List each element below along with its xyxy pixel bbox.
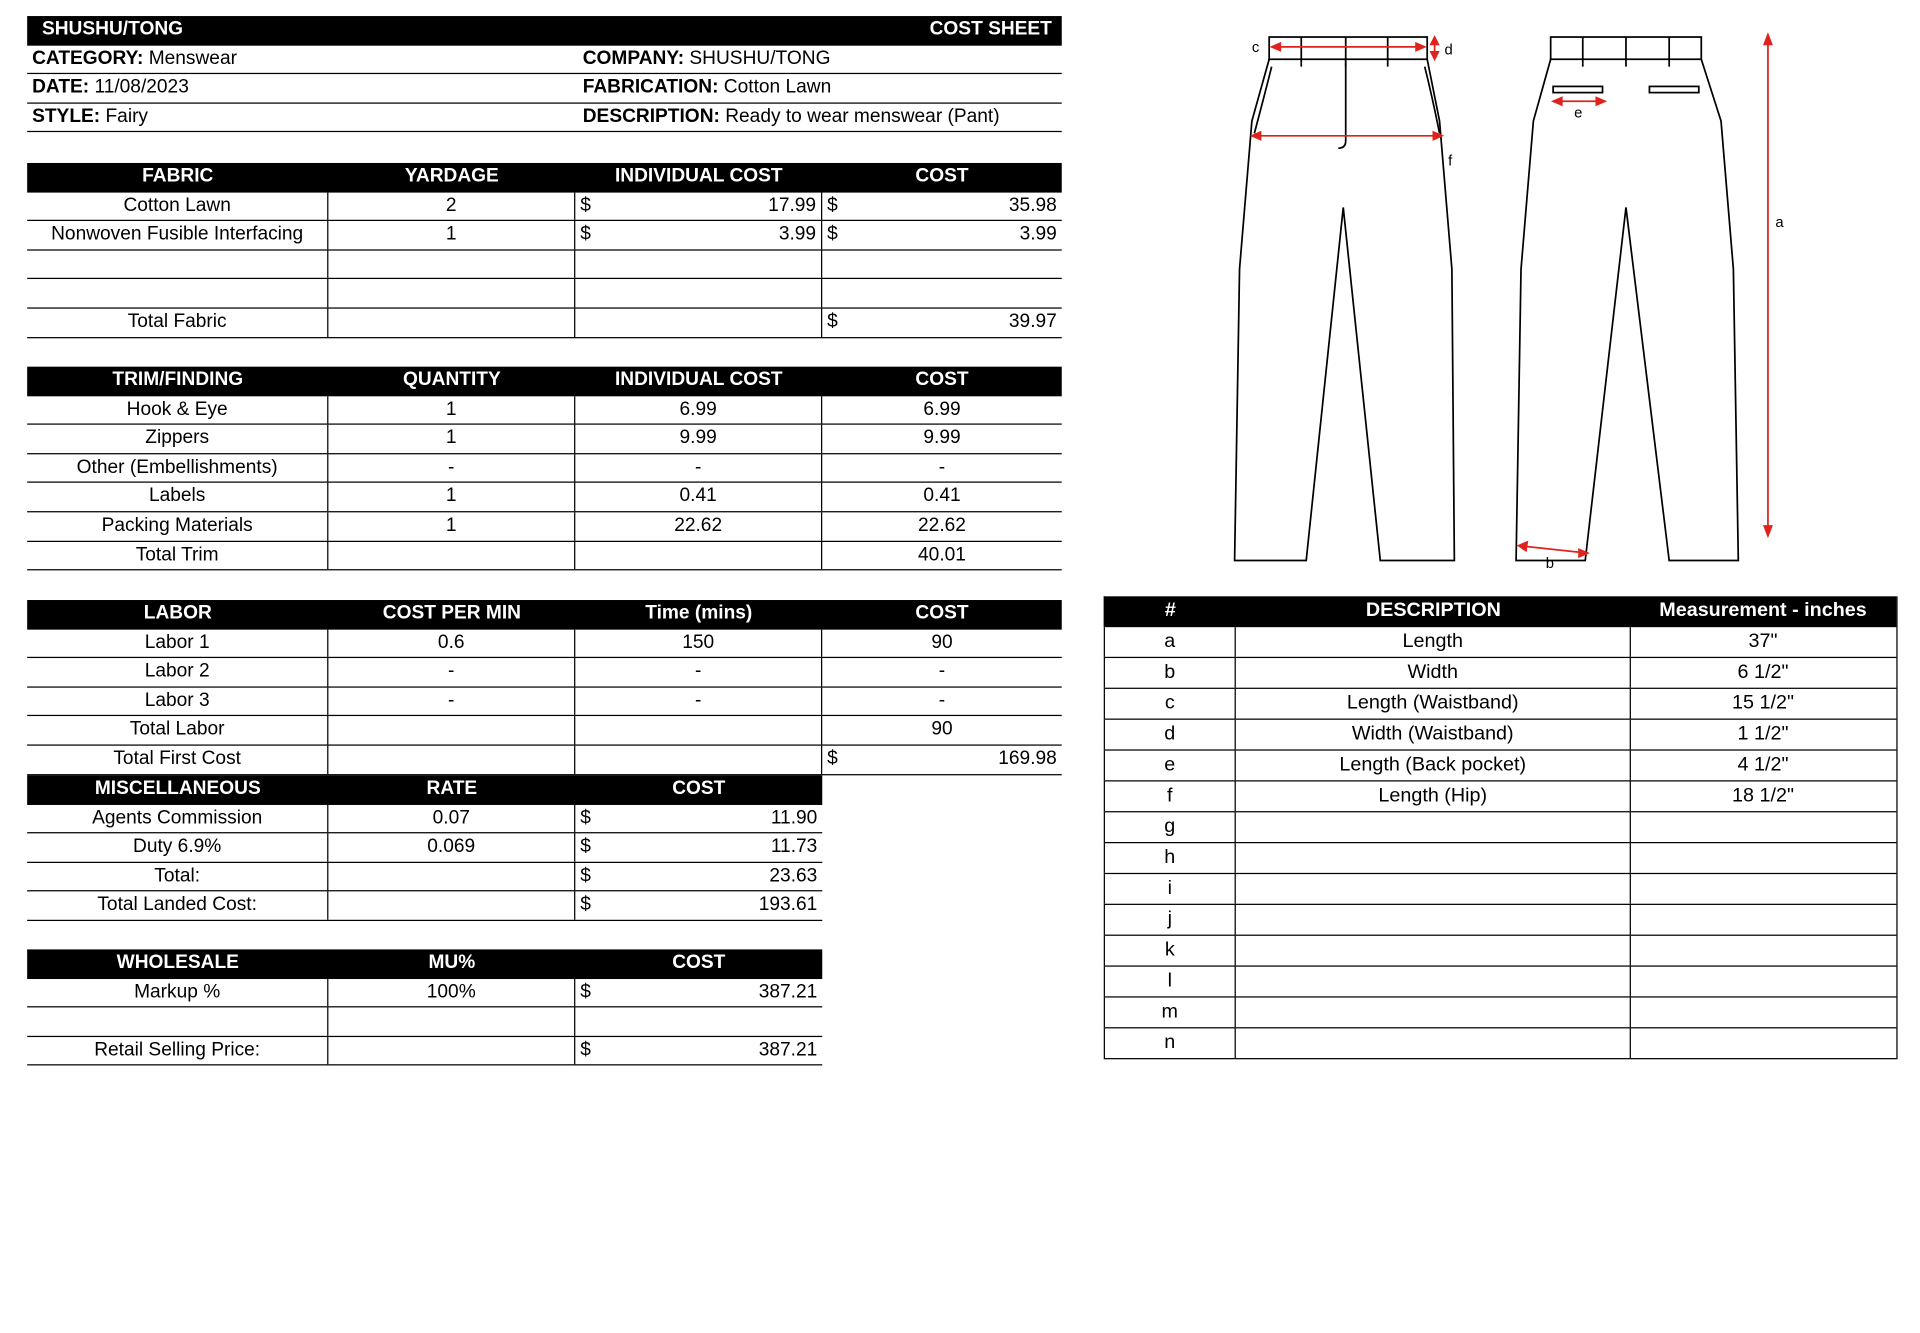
markup-percent: 100% xyxy=(328,979,575,1007)
meas-value xyxy=(1631,812,1895,842)
misc-cost: 11.73 xyxy=(770,836,818,858)
labor-header-rate: COST PER MIN xyxy=(382,602,521,624)
meas-value: 1 1/2" xyxy=(1737,723,1789,745)
table-row xyxy=(1104,1028,1897,1059)
currency-symbol: $ xyxy=(580,865,591,887)
back-pant-outline xyxy=(1516,37,1738,560)
meas-id: b xyxy=(1104,658,1236,688)
trim-cost: 9.99 xyxy=(923,427,961,449)
meas-value: 15 1/2" xyxy=(1732,692,1794,714)
trim-cost: 22.62 xyxy=(918,514,966,536)
table-row xyxy=(27,454,1062,483)
fabric-yardage: 1 xyxy=(328,221,575,249)
meas-id: i xyxy=(1104,874,1236,904)
company-label: COMPANY: xyxy=(582,47,685,69)
measurement-lines xyxy=(1252,35,1772,557)
meas-id: d xyxy=(1104,720,1236,750)
meas-value xyxy=(1631,1028,1895,1058)
labor-time: - xyxy=(575,687,822,715)
meas-value xyxy=(1631,936,1895,966)
landed-cost-row xyxy=(27,892,822,921)
table-row xyxy=(1104,658,1897,689)
table-row xyxy=(1104,843,1897,874)
trim-header-qty: QUANTITY xyxy=(402,369,501,391)
landed-cost: 193.61 xyxy=(758,894,818,916)
meas-description: Length (Back pocket) xyxy=(1236,751,1631,781)
fabric-total-row xyxy=(27,309,1062,338)
misc-name: Duty 6.9% xyxy=(27,834,328,862)
date-value: 11/08/2023 xyxy=(94,76,189,98)
trim-individual-cost: - xyxy=(575,454,822,482)
labor-cost: - xyxy=(938,689,946,711)
wholesale-header-cost: COST xyxy=(672,951,726,973)
misc-header xyxy=(27,775,822,804)
trim-name: Hook & Eye xyxy=(27,396,328,424)
fabric-total-label: Total Fabric xyxy=(27,309,328,337)
trim-name: Packing Materials xyxy=(27,512,328,540)
labor-time: - xyxy=(575,658,822,686)
markup-label: Markup % xyxy=(27,979,328,1007)
meas-description: Width xyxy=(1236,658,1631,688)
meas-value: 18 1/2" xyxy=(1732,785,1794,807)
currency-symbol: $ xyxy=(580,223,591,245)
table-row xyxy=(27,512,1062,541)
fabric-name: Cotton Lawn xyxy=(27,192,328,220)
wholesale-header-mu: MU% xyxy=(428,951,476,973)
fabric-header xyxy=(27,163,1062,192)
table-row xyxy=(27,396,1062,425)
meas-id: m xyxy=(1104,998,1236,1028)
meas-value xyxy=(1631,967,1895,997)
misc-name: Agents Commission xyxy=(27,804,328,832)
fabric-table xyxy=(27,163,1062,338)
trim-qty: 1 xyxy=(328,512,575,540)
trim-name: Zippers xyxy=(27,425,328,453)
info-row-3 xyxy=(27,103,1062,132)
trim-header-name: TRIM/FINDING xyxy=(112,369,244,391)
misc-cost: 11.90 xyxy=(770,806,818,828)
currency-symbol: $ xyxy=(580,1039,591,1061)
meas-value: 4 1/2" xyxy=(1737,754,1789,776)
misc-rate: 0.069 xyxy=(328,834,575,862)
table-row xyxy=(1104,998,1897,1029)
misc-rate: 0.07 xyxy=(328,804,575,832)
measurement-rows xyxy=(1104,627,1897,1059)
trim-qty: 1 xyxy=(328,425,575,453)
trim-cost: 6.99 xyxy=(923,398,961,420)
fabric-header-name: FABRIC xyxy=(142,165,214,187)
meas-id: j xyxy=(1104,905,1236,935)
table-row xyxy=(27,483,1062,512)
wholesale-header xyxy=(27,949,822,978)
fabric-header-cost: COST xyxy=(915,165,969,187)
table-row xyxy=(27,221,1062,250)
table-row xyxy=(27,658,1062,687)
meas-id: h xyxy=(1104,843,1236,873)
meas-description: Length (Hip) xyxy=(1236,782,1631,812)
meas-description xyxy=(1236,905,1631,935)
labor-table xyxy=(27,600,1062,775)
labor-rate: 0.6 xyxy=(328,629,575,657)
misc-total-label: Total: xyxy=(27,863,328,891)
trim-header xyxy=(27,367,1062,396)
meas-value xyxy=(1631,905,1895,935)
description-value: Ready to wear menswear (Pant) xyxy=(725,105,1000,127)
meas-description xyxy=(1236,874,1631,904)
trim-individual-cost: 0.41 xyxy=(575,483,822,511)
meas-value: 37" xyxy=(1748,630,1778,652)
labor-rate: - xyxy=(328,687,575,715)
retail-label: Retail Selling Price: xyxy=(27,1037,328,1065)
label-f: f xyxy=(1448,153,1453,170)
labor-name: Labor 2 xyxy=(27,658,328,686)
meas-value xyxy=(1631,843,1895,873)
meas-description xyxy=(1236,998,1631,1028)
fabric-individual-cost: 3.99 xyxy=(778,223,817,245)
description-label: DESCRIPTION: xyxy=(582,105,720,127)
table-row xyxy=(1104,720,1897,751)
meas-description xyxy=(1236,967,1631,997)
table-row xyxy=(1104,627,1897,658)
labor-cost: 90 xyxy=(931,631,953,653)
fabric-total: 39.97 xyxy=(1008,311,1057,333)
meas-value: 6 1/2" xyxy=(1737,661,1789,683)
table-row xyxy=(27,279,1062,308)
info-row-2 xyxy=(27,74,1062,103)
labor-rate: - xyxy=(328,658,575,686)
misc-header-rate: RATE xyxy=(426,777,478,799)
meas-header-value: Measurement - inches xyxy=(1659,600,1867,622)
category-label: CATEGORY: xyxy=(32,47,144,69)
fabric-name: Nonwoven Fusible Interfacing xyxy=(27,221,328,249)
fabric-yardage: 2 xyxy=(328,192,575,220)
meas-id: c xyxy=(1104,689,1236,719)
misc-table xyxy=(27,775,822,921)
trim-qty: 1 xyxy=(328,396,575,424)
trim-individual-cost: 6.99 xyxy=(575,396,822,424)
category-value: Menswear xyxy=(148,47,237,69)
markup-cost: 387.21 xyxy=(758,981,818,1002)
labor-name: Labor 3 xyxy=(27,687,328,715)
fabric-cost: 3.99 xyxy=(1019,223,1057,245)
fabric-header-yardage: YARDAGE xyxy=(404,165,499,187)
header-block xyxy=(27,16,1062,133)
trim-total: 40.01 xyxy=(918,543,966,565)
table-row xyxy=(27,425,1062,454)
first-cost: 169.98 xyxy=(998,748,1057,770)
meas-value xyxy=(1631,874,1895,904)
table-row xyxy=(27,192,1062,221)
meas-header-desc: DESCRIPTION xyxy=(1365,600,1501,622)
currency-symbol: $ xyxy=(827,748,838,770)
currency-symbol: $ xyxy=(580,194,591,216)
labor-header-cost: COST xyxy=(915,602,969,624)
brand-title: SHUSHU/TONG xyxy=(41,18,184,40)
labor-total-label: Total Labor xyxy=(27,717,328,745)
labor-header-name: LABOR xyxy=(143,602,212,624)
trim-cost: 0.41 xyxy=(923,485,961,507)
meas-description xyxy=(1236,936,1631,966)
meas-header-id: # xyxy=(1104,596,1236,627)
table-row xyxy=(27,1008,822,1037)
meas-id: e xyxy=(1104,751,1236,781)
first-cost-label: Total First Cost xyxy=(27,746,328,774)
labor-total-row xyxy=(27,717,1062,746)
trim-total-row xyxy=(27,541,1062,570)
table-row xyxy=(27,804,822,833)
labor-name: Labor 1 xyxy=(27,629,328,657)
misc-header-cost: COST xyxy=(672,777,726,799)
trim-cost: - xyxy=(938,456,946,478)
label-d: d xyxy=(1444,42,1453,59)
table-row xyxy=(1104,874,1897,905)
date-label: DATE: xyxy=(32,76,90,98)
fabric-cost: 35.98 xyxy=(1008,194,1057,216)
meas-value xyxy=(1631,998,1895,1028)
meas-id: g xyxy=(1104,812,1236,842)
meas-id: l xyxy=(1104,967,1236,997)
style-label: STYLE: xyxy=(32,105,101,127)
label-e: e xyxy=(1574,105,1583,122)
label-a: a xyxy=(1775,215,1784,232)
trim-qty: 1 xyxy=(328,483,575,511)
label-b: b xyxy=(1545,555,1554,572)
meas-id: k xyxy=(1104,936,1236,966)
meas-description xyxy=(1236,1028,1631,1058)
table-row xyxy=(1104,936,1897,967)
meas-description xyxy=(1236,843,1631,873)
trim-header-individual: INDIVIDUAL COST xyxy=(614,369,783,391)
table-row xyxy=(1104,751,1897,782)
table-row xyxy=(1104,905,1897,936)
first-cost-row xyxy=(27,746,1062,775)
currency-symbol: $ xyxy=(827,311,838,333)
misc-total: 23.63 xyxy=(769,865,818,887)
meas-id: a xyxy=(1104,627,1236,657)
fabric-individual-cost: 17.99 xyxy=(768,194,817,216)
retail-price: 387.21 xyxy=(758,1039,818,1061)
table-row xyxy=(1104,689,1897,720)
table-row xyxy=(27,250,1062,279)
labor-time: 150 xyxy=(575,629,822,657)
labor-header xyxy=(27,600,1062,629)
currency-symbol: $ xyxy=(827,223,838,245)
currency-symbol: $ xyxy=(580,806,591,828)
fabrication-label: FABRICATION: xyxy=(582,76,719,98)
currency-symbol: $ xyxy=(580,894,591,916)
title-bar xyxy=(27,16,1062,45)
wholesale-table xyxy=(27,949,822,1066)
style-value: Fairy xyxy=(105,105,149,127)
measurement-header xyxy=(1104,596,1897,627)
table-row xyxy=(1104,782,1897,813)
meas-id: f xyxy=(1104,782,1236,812)
label-c: c xyxy=(1251,39,1260,56)
trim-qty: - xyxy=(328,454,575,482)
info-row-1 xyxy=(27,45,1062,74)
retail-row xyxy=(27,1037,822,1066)
trim-individual-cost: 22.62 xyxy=(575,512,822,540)
trim-header-cost: COST xyxy=(915,369,969,391)
table-row xyxy=(1104,967,1897,998)
fabrication-value: Cotton Lawn xyxy=(723,76,832,98)
currency-symbol: $ xyxy=(827,194,838,216)
labor-header-time: Time (mins) xyxy=(645,602,753,624)
currency-symbol: $ xyxy=(580,981,591,1002)
meas-id: n xyxy=(1104,1028,1236,1058)
meas-description xyxy=(1236,812,1631,842)
pant-flat-sketch xyxy=(1222,22,1802,571)
measurement-table xyxy=(1104,596,1898,1059)
landed-cost-label: Total Landed Cost: xyxy=(27,892,328,920)
misc-header-name: MISCELLANEOUS xyxy=(94,777,261,799)
misc-total-row xyxy=(27,863,822,892)
labor-total: 90 xyxy=(931,719,953,740)
meas-description: Length xyxy=(1236,627,1631,657)
table-row xyxy=(1104,812,1897,843)
labor-cost: - xyxy=(938,660,946,682)
sheet-title: COST SHEET xyxy=(929,18,1052,40)
fabric-header-individual: INDIVIDUAL COST xyxy=(614,165,783,187)
wholesale-header-name: WHOLESALE xyxy=(116,951,239,973)
meas-description: Width (Waistband) xyxy=(1236,720,1631,750)
trim-name: Labels xyxy=(27,483,328,511)
table-row xyxy=(27,629,1062,658)
trim-table xyxy=(27,367,1062,571)
company-value: SHUSHU/TONG xyxy=(689,47,831,69)
markup-row xyxy=(27,979,822,1008)
trim-name: Other (Embellishments) xyxy=(27,454,328,482)
trim-individual-cost: 9.99 xyxy=(575,425,822,453)
table-row xyxy=(27,834,822,863)
trim-total-label: Total Trim xyxy=(27,541,328,569)
currency-symbol: $ xyxy=(580,836,591,858)
meas-description: Length (Waistband) xyxy=(1236,689,1631,719)
table-row xyxy=(27,687,1062,716)
front-pant-outline xyxy=(1235,37,1455,560)
